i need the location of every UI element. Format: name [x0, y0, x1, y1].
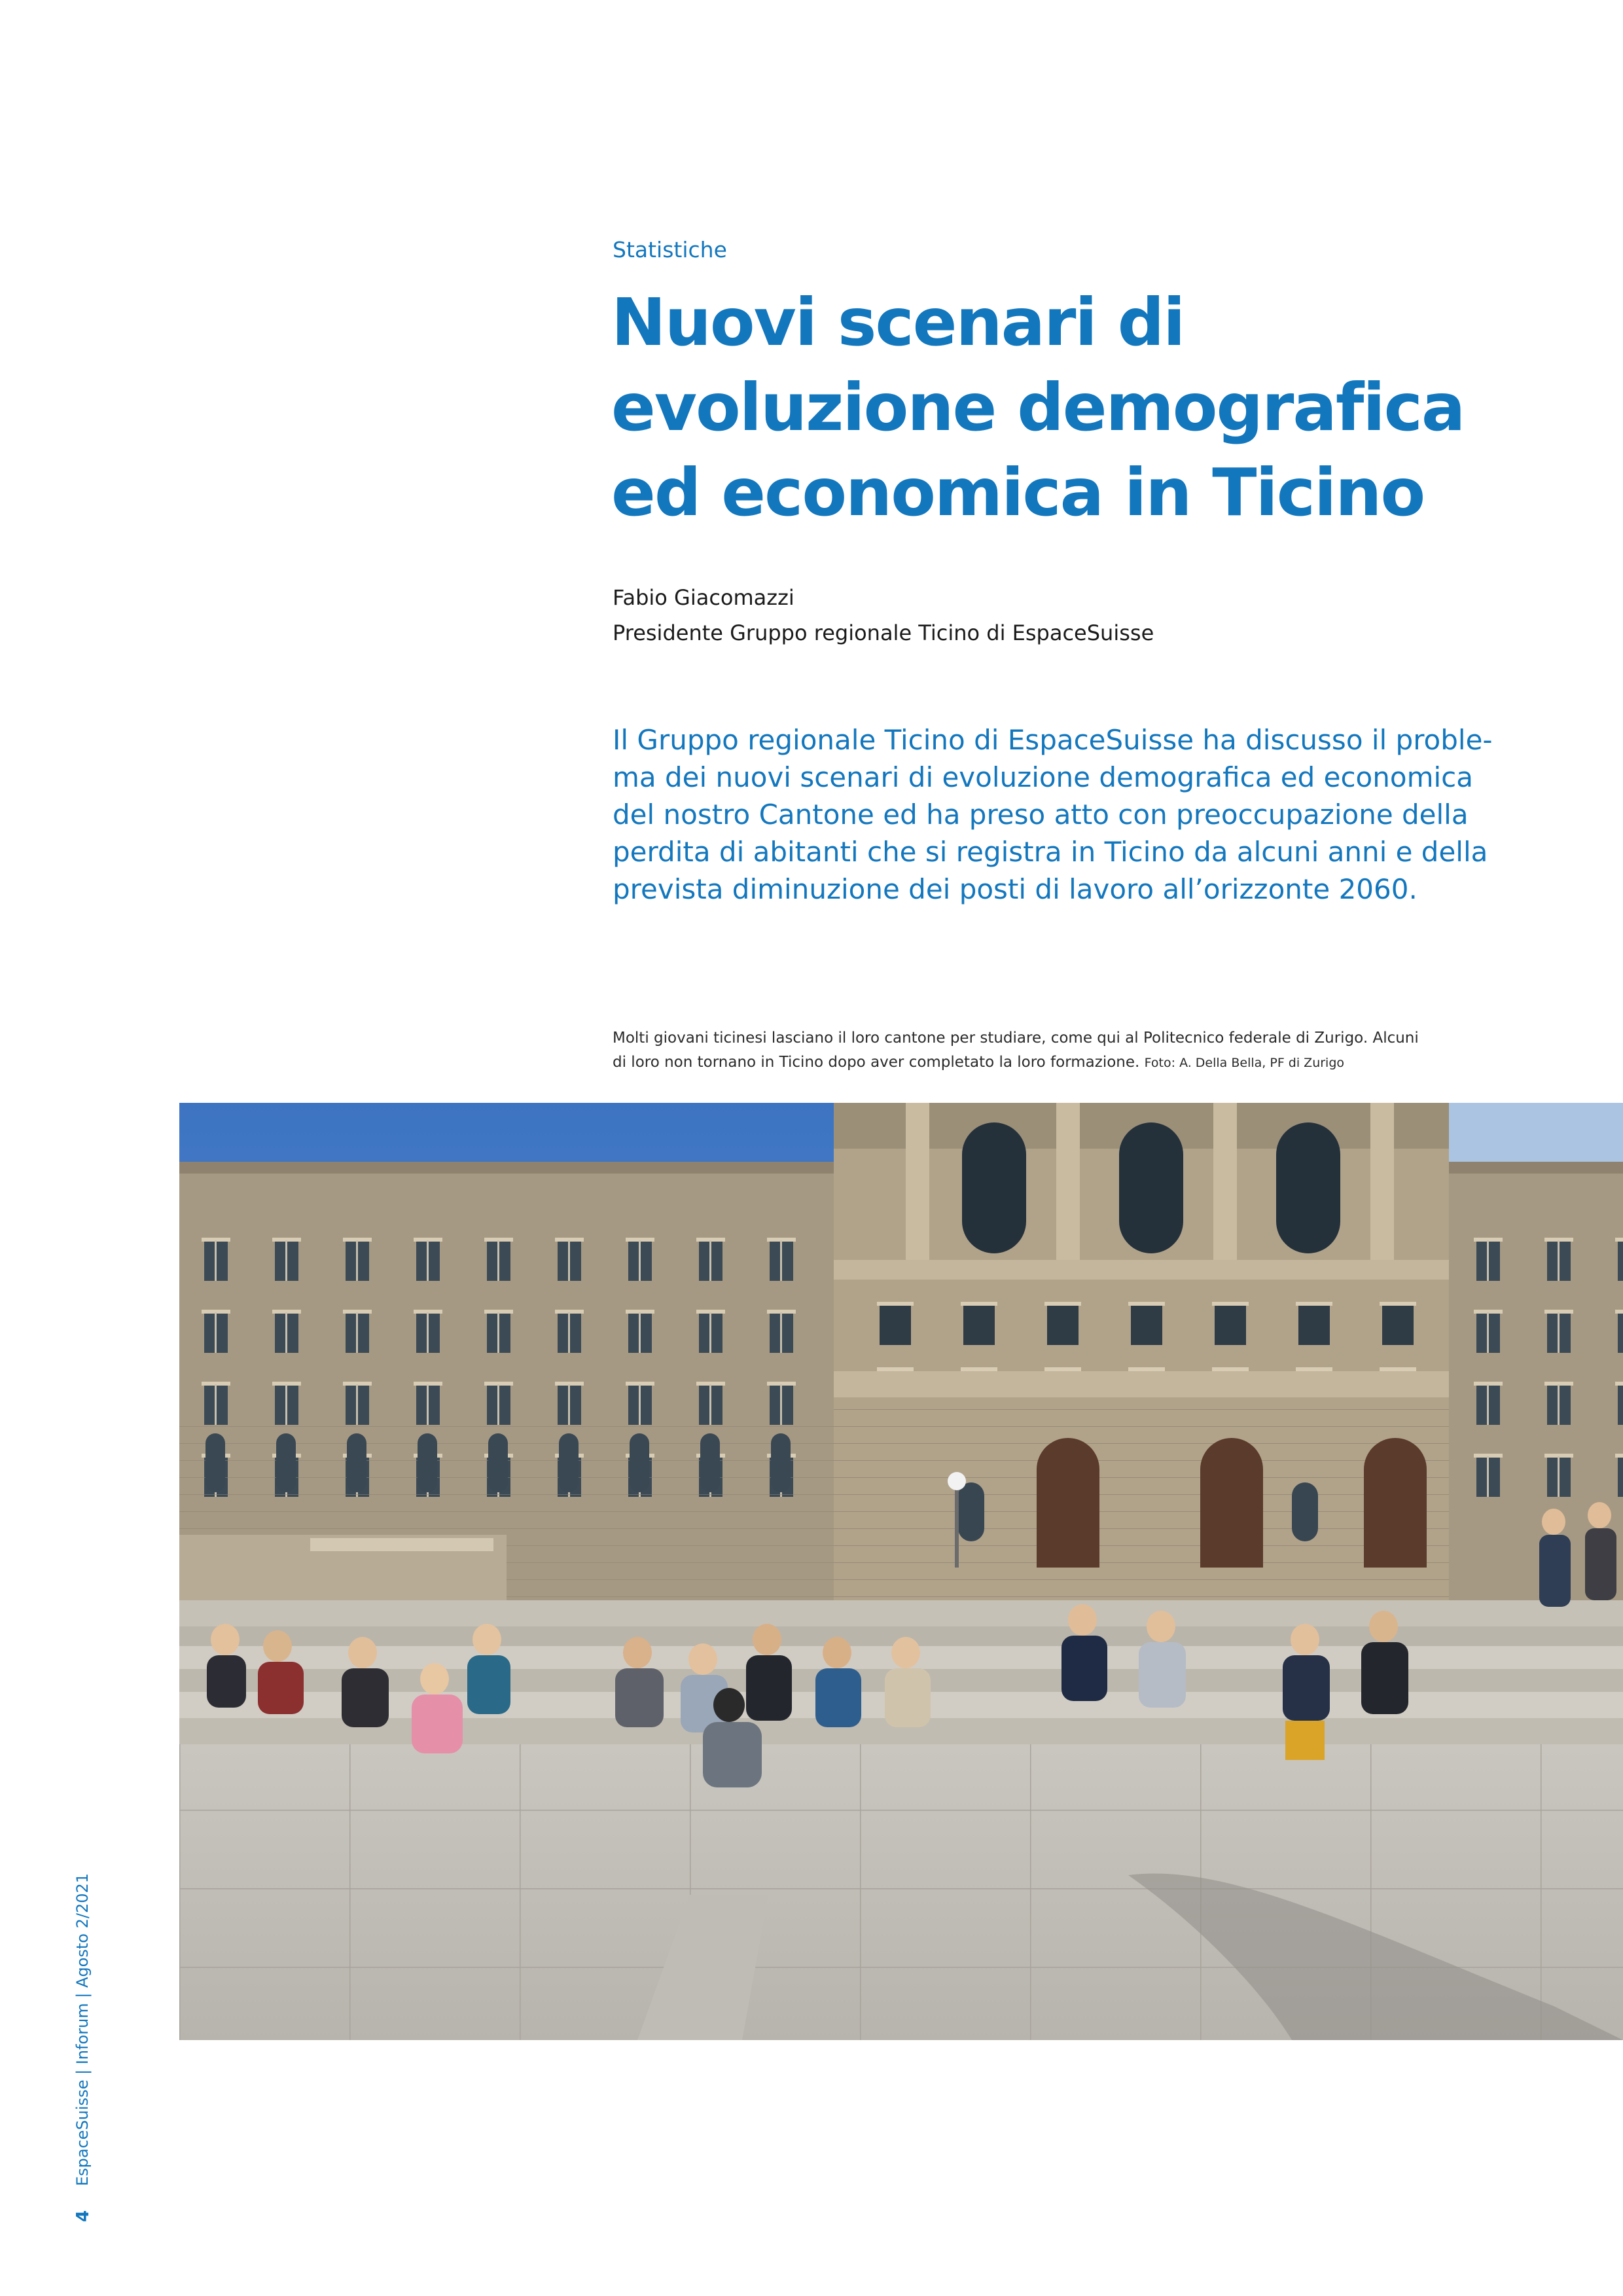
running-footer: EspaceSuisse | Inforum | Agosto 2/2021	[73, 1873, 92, 2186]
lead-line: prevista diminuzione dei posti di lavoro all’orizzonte 2060.	[613, 873, 1418, 905]
photo-caption	[613, 1026, 1463, 1075]
title-line-2: evoluzione demografica	[611, 369, 1465, 446]
lead-line: del nostro Cantone ed ha preso atto con preoccupazione della	[613, 798, 1469, 831]
lead-line: perdita di abitanti che si registra in Ticino da alcuni anni e della	[613, 836, 1488, 868]
caption-text: di loro non tornano in Ticino dopo aver completato la loro formazione.	[613, 1054, 1140, 1071]
title-line-3: ed economica in Ticino	[611, 454, 1425, 531]
caption-line-2	[613, 1050, 1463, 1075]
article-title	[611, 280, 1527, 535]
lead-line: ma dei nuovi scenari di evoluzione demografica ed economica	[613, 761, 1473, 793]
section-label: Statistiche	[613, 237, 727, 262]
lead-line: Il Gruppo regionale Ticino di EspaceSuisse ha discusso il proble-	[613, 724, 1493, 756]
university-photo	[179, 1103, 1623, 2040]
author-name: Fabio Giacomazzi	[613, 585, 794, 610]
author-role: Presidente Gruppo regionale Ticino di EspaceSuisse	[613, 620, 1154, 645]
lead-paragraph	[613, 721, 1493, 908]
photo-illustration	[179, 1103, 1623, 2040]
photo-credit: Foto: A. Della Bella, PF di Zurigo	[1144, 1056, 1345, 1070]
title-line-1: Nuovi scenari di	[611, 284, 1185, 361]
caption-line-1: Molti giovani ticinesi lasciano il loro cantone per studiare, come qui al Politecnico federale di Zurigo. Alcuni	[613, 1030, 1419, 1047]
page-number: 4	[73, 2210, 93, 2222]
